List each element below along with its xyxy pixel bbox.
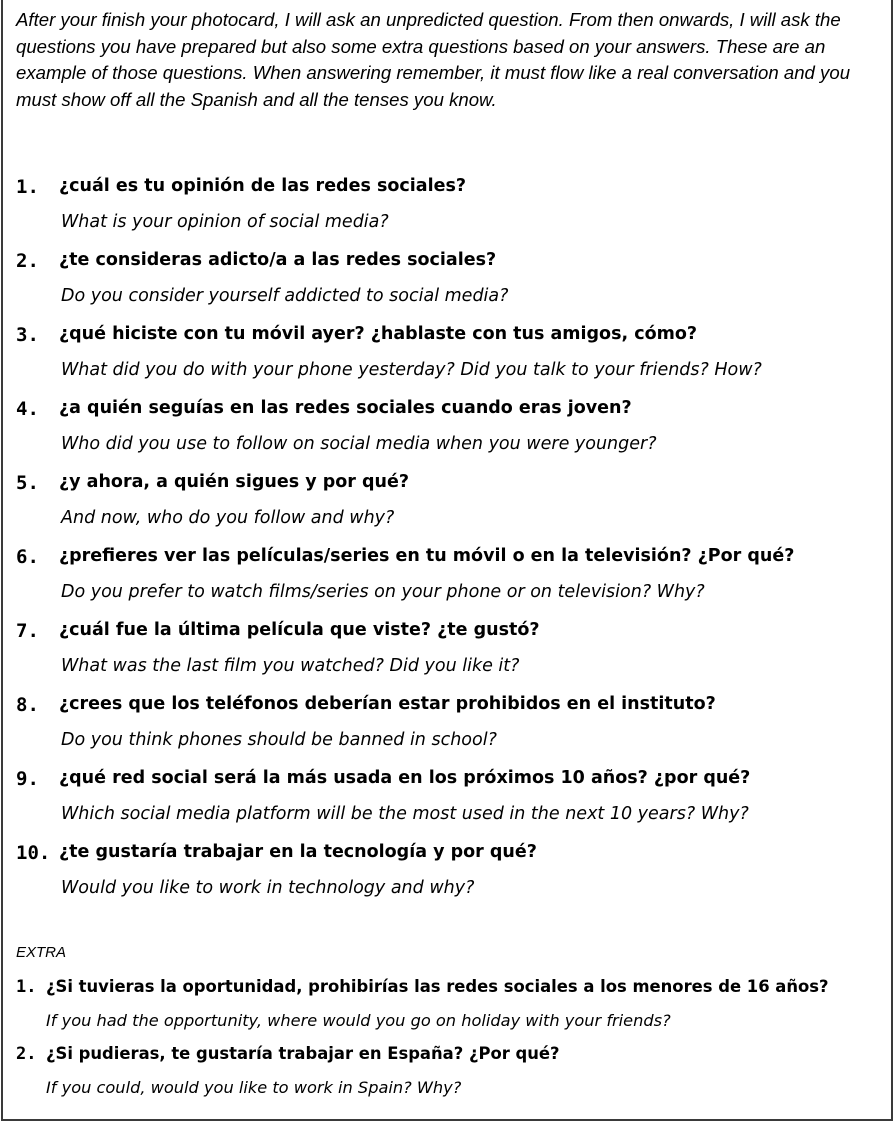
question-spanish: ¿y ahora, a quién sigues y por qué? bbox=[59, 472, 409, 492]
question-spanish: ¿cuál es tu opinión de las redes sociales? bbox=[59, 176, 467, 196]
extra-question-spanish: ¿Si tuvieras la oportunidad, prohibirías las redes sociales a los menores de 16 años? bbox=[46, 977, 829, 996]
question-english: What did you do with your phone yesterday? Did you talk to your friends? How? bbox=[61, 360, 762, 380]
intro-paragraph: After your finish your photocard, I will ask an unpredicted question. From then onwards, I will ask the questions you have prepared but also some extra questions based on your answers. These are an example of those questions. When answering remember, it must flow like a real conversation and you must show off all the Spanish and all the tenses you know. bbox=[16, 9, 851, 110]
question-number: 7. bbox=[16, 620, 39, 642]
question-english: And now, who do you follow and why? bbox=[61, 508, 395, 528]
question-item bbox=[16, 318, 886, 392]
question-spanish: ¿te gustaría trabajar en la tecnología y por qué? bbox=[59, 842, 537, 862]
question-item bbox=[16, 466, 886, 540]
question-english: Would you like to work in technology and why? bbox=[61, 878, 475, 898]
question-number: 1. bbox=[16, 176, 39, 198]
question-spanish: ¿qué red social será la más usada en los próximos 10 años? ¿por qué? bbox=[59, 768, 751, 788]
question-spanish: ¿crees que los teléfonos deberían estar prohibidos en el instituto? bbox=[59, 694, 716, 714]
question-number: 5. bbox=[16, 472, 39, 494]
question-english: What is your opinion of social media? bbox=[61, 212, 389, 232]
question-number: 8. bbox=[16, 694, 39, 716]
extra-question-english: If you could, would you like to work in Spain? Why? bbox=[46, 1078, 462, 1097]
document-frame bbox=[1, 0, 893, 1121]
question-list bbox=[16, 170, 886, 910]
question-english: What was the last film you watched? Did you like it? bbox=[61, 656, 520, 676]
question-item bbox=[16, 836, 886, 910]
extra-question-english: If you had the opportunity, where would you go on holiday with your friends? bbox=[46, 1011, 671, 1030]
question-english: Do you think phones should be banned in school? bbox=[61, 730, 497, 750]
question-spanish: ¿prefieres ver las películas/series en tu móvil o en la televisión? ¿Por qué? bbox=[59, 546, 795, 566]
question-english: Which social media platform will be the most used in the next 10 years? Why? bbox=[61, 804, 749, 824]
question-english: Do you prefer to watch films/series on your phone or on television? Why? bbox=[61, 582, 705, 602]
extra-question-number: 1. bbox=[16, 977, 37, 997]
question-spanish: ¿te consideras adicto/a a las redes sociales? bbox=[59, 250, 497, 270]
question-item bbox=[16, 540, 886, 614]
extra-question-spanish: ¿Si pudieras, te gustaría trabajar en España? ¿Por qué? bbox=[46, 1044, 560, 1063]
extra-question-item bbox=[16, 968, 886, 1035]
question-number: 2. bbox=[16, 250, 39, 272]
question-spanish: ¿cuál fue la última película que viste? ¿te gustó? bbox=[59, 620, 540, 640]
extra-question-item bbox=[16, 1035, 886, 1102]
question-item bbox=[16, 614, 886, 688]
question-spanish: ¿a quién seguías en las redes sociales cuando eras joven? bbox=[59, 398, 632, 418]
question-number: 4. bbox=[16, 398, 39, 420]
question-item bbox=[16, 688, 886, 762]
question-item bbox=[16, 170, 886, 244]
question-english: Who did you use to follow on social media when you were younger? bbox=[61, 434, 657, 454]
question-item bbox=[16, 392, 886, 466]
question-item bbox=[16, 244, 886, 318]
question-number: 10. bbox=[16, 842, 51, 864]
question-number: 9. bbox=[16, 768, 39, 790]
extra-question-number: 2. bbox=[16, 1044, 37, 1064]
question-english: Do you consider yourself addicted to social media? bbox=[61, 286, 509, 306]
question-number: 3. bbox=[16, 324, 39, 346]
question-item bbox=[16, 762, 886, 836]
question-spanish: ¿qué hiciste con tu móvil ayer? ¿hablaste con tus amigos, cómo? bbox=[59, 324, 698, 344]
extra-question-list bbox=[16, 968, 886, 1102]
extra-heading: EXTRA bbox=[16, 944, 67, 961]
question-number: 6. bbox=[16, 546, 39, 568]
